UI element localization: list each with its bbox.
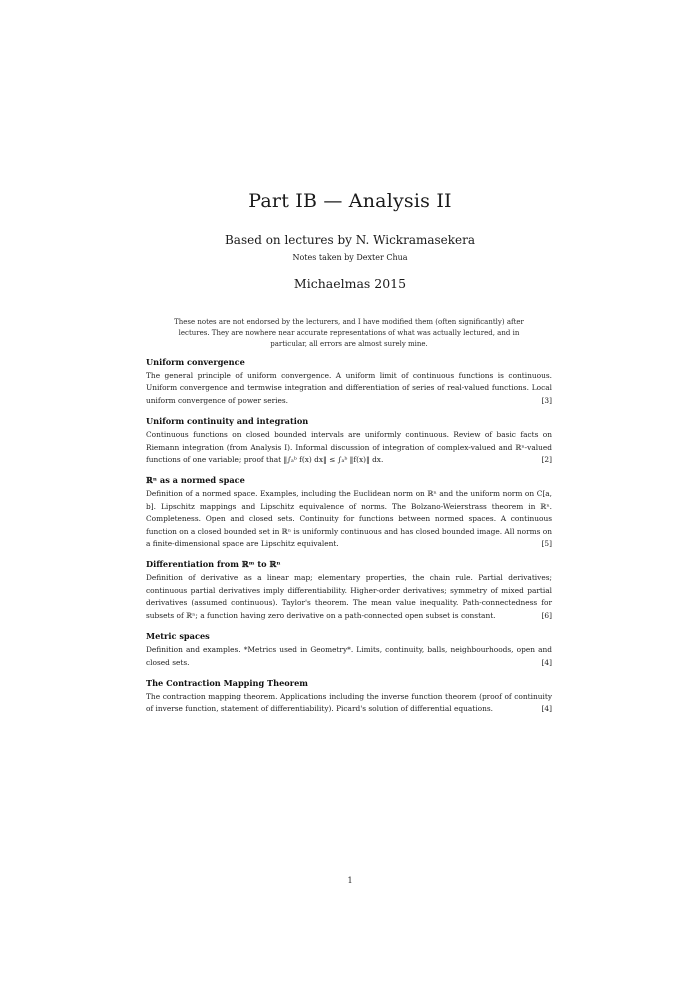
- lecture-count: [3]: [541, 395, 552, 405]
- section: [146, 631, 552, 669]
- lecture-count: [6]: [541, 610, 552, 620]
- section-title: Uniform convergence: [146, 357, 245, 367]
- lecture-count: [4]: [541, 704, 552, 714]
- section: [146, 475, 552, 550]
- section-text: The general principle of uniform convergence. A uniform limit of continuous functions is continuous. Uniform convergence and termwise integration and differentiation of series of real-valued functions. Local uniform convergence of power series.: [146, 371, 552, 405]
- section-body: [146, 644, 552, 669]
- lecture-count: [5]: [541, 539, 552, 549]
- section-body: [146, 370, 552, 407]
- section-body: [146, 488, 552, 550]
- section-title: Differentiation from ℝᵐ to ℝⁿ: [146, 559, 281, 570]
- scribe-line: Notes taken by Dexter Chua: [292, 253, 408, 262]
- section-title: ℝⁿ as a normed space: [146, 475, 245, 486]
- section: [146, 416, 552, 466]
- page-number: 1: [347, 876, 353, 885]
- section-body: [146, 691, 552, 716]
- section-text: Definition and examples. *Metrics used in Geometry*. Limits, continuity, balls, neighbourhoods, open and closed sets.: [146, 645, 552, 667]
- document-title: Part IB — Analysis II: [248, 190, 452, 212]
- section: [146, 559, 552, 622]
- section: [146, 678, 552, 716]
- section-text: Definition of derivative as a linear map; elementary properties, the chain rule. Partial derivatives; continuous partial derivatives imply differentiability. Higher-order derivatives; symmetry of mixed partial derivatives (assumed continuous). Taylor's theorem. The mean value inequality. Path-connectedness for subsets of ℝⁿ; a function having zero derivative on a path-connected open subset is constant.: [146, 573, 552, 620]
- lecturer-line: Based on lectures by N. Wickramasekera: [224, 233, 476, 247]
- section: [146, 357, 552, 407]
- section-text: The contraction mapping theorem. Applications including the inverse function theorem (proof of continuity of inverse function, statement of differentiability). Picard's solution of differential equations.: [146, 691, 552, 714]
- lecture-count: [4]: [541, 657, 552, 667]
- term-line: Michaelmas 2015: [293, 276, 407, 291]
- section-title: Metric spaces: [146, 631, 210, 642]
- syllabus-sections: [146, 357, 552, 725]
- disclaimer-text: These notes are not endorsed by the lecturers, and I have modified them (often significantly) after lectures. They are nowhere near accurate representations of what was actually lectured, and in particular, all errors are almost surely mine.: [174, 318, 524, 348]
- lecture-count: [2]: [541, 455, 552, 465]
- section-body: [146, 572, 552, 622]
- section-text: Continuous functions on closed bounded intervals are uniformly continuous. Review of basic facts on Riemann integration (from Analysis I). Informal discussion of integration of complex-valued and ℝⁿ-valued functions of one variable; proof that ‖∫ₐᵇ f(x) dx‖ ≤ ∫ₐᵇ ‖f(x)‖ dx.: [146, 430, 552, 465]
- section-title: Uniform continuity and integration: [146, 416, 309, 427]
- section-title: The Contraction Mapping Theorem: [146, 677, 308, 688]
- section-text: Definition of a normed space. Examples, including the Euclidean norm on ℝⁿ and the uniform norm on C[a, b]. Lipschitz mappings and Lipschitz equivalence of norms. The Bolzano-Weierstrass theorem in ℝⁿ. Completeness. Open and closed sets. Continuity for functions between normed spaces. A continuous function on a closed bounded set in ℝⁿ is uniformly continuous and has closed bounded image. All norms on a finite-dimensional space are Lipschitz equivalent.: [146, 489, 552, 549]
- section-body: [146, 429, 552, 466]
